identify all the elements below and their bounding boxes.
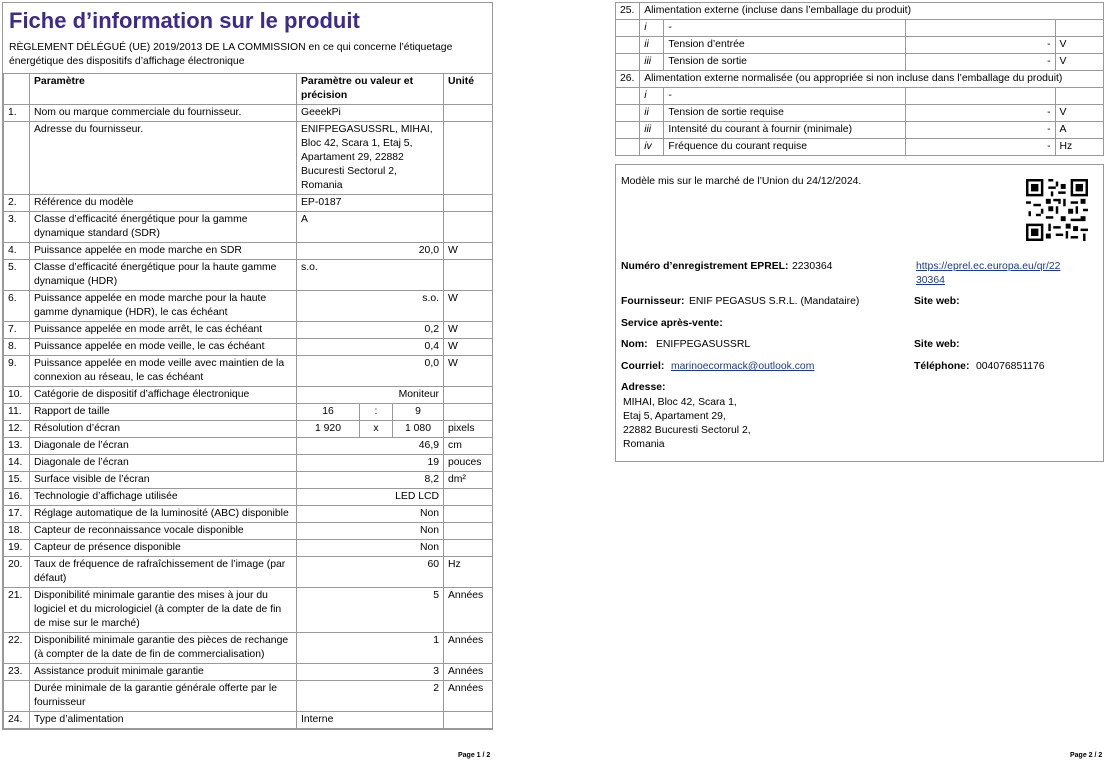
spacer-cell <box>616 139 640 156</box>
row-number: 15. <box>4 472 30 489</box>
row-unit: pouces <box>444 455 493 472</box>
name-value: ENIFPEGASUSSRL <box>656 339 751 350</box>
row-number: 8. <box>4 339 30 356</box>
row-value: A <box>297 212 444 243</box>
row-label: - <box>664 20 906 37</box>
service-label: Service après-vente: <box>621 318 723 329</box>
row-parameter: Résolution d’écran <box>30 421 297 438</box>
row-value: - <box>906 122 1055 139</box>
row-parameter: Durée minimale de la garantie générale offerte par le fournisseur <box>30 681 297 712</box>
section-header-row <box>616 3 1104 20</box>
header-param: Paramètre <box>30 74 297 105</box>
row-value: 2 <box>297 681 444 712</box>
row-unit <box>444 122 493 195</box>
row-unit <box>444 712 493 729</box>
table-row <box>616 37 1104 54</box>
row-unit <box>1055 88 1103 105</box>
eprel-label: Numéro d’enregistrement EPREL: <box>621 261 789 272</box>
page-1-frame <box>2 2 493 730</box>
table-row <box>4 212 493 243</box>
row-number: 23. <box>4 664 30 681</box>
row-unit: Années <box>444 664 493 681</box>
row-unit: Années <box>444 588 493 633</box>
row-unit <box>444 489 493 506</box>
table-row <box>4 356 493 387</box>
row-number: 21. <box>4 588 30 633</box>
row-number: 2. <box>4 195 30 212</box>
split-value-a: 1 920 <box>297 421 360 437</box>
document-title: Fiche d’information sur le produit <box>9 8 360 33</box>
spacer-cell <box>616 37 640 54</box>
row-label: Tension de sortie <box>664 54 906 71</box>
row-value: 0,4 <box>297 339 444 356</box>
row-unit: cm <box>444 438 493 455</box>
row-number: 14. <box>4 455 30 472</box>
row-unit: W <box>444 243 493 260</box>
table-row <box>4 438 493 455</box>
row-unit: W <box>444 322 493 339</box>
row-unit: W <box>444 291 493 322</box>
spacer-cell <box>616 105 640 122</box>
site-web-label-1: Site web: <box>914 296 960 307</box>
row-unit: Années <box>444 633 493 664</box>
row-value: - <box>906 54 1055 71</box>
eprel-link-line-2[interactable]: 30364 <box>916 275 945 286</box>
row-parameter: Capteur de reconnaissance vocale disponible <box>30 523 297 540</box>
row-number: 4. <box>4 243 30 260</box>
row-value: LED LCD <box>297 489 444 506</box>
page-2 <box>615 2 1105 763</box>
market-date: Modèle mis sur le marché de l’Union du 24/12/2024. <box>621 176 862 187</box>
eprel-value: 2230364 <box>792 261 833 272</box>
row-number: 19. <box>4 540 30 557</box>
phone-value: 004076851176 <box>976 361 1045 372</box>
table-row <box>616 105 1104 122</box>
row-parameter: Catégorie de dispositif d’affichage électronique <box>30 387 297 404</box>
row-number: 5. <box>4 260 30 291</box>
row-value: 0,2 <box>297 322 444 339</box>
row-label: Tension d’entrée <box>664 37 906 54</box>
spacer-cell <box>616 20 640 37</box>
row-value: 3 <box>297 664 444 681</box>
row-value: 1 <box>297 633 444 664</box>
row-label: Intensité du courant à fournir (minimale) <box>664 122 906 139</box>
row-unit: W <box>444 339 493 356</box>
table-body <box>4 105 493 729</box>
table-row <box>4 322 493 339</box>
table-row <box>4 664 493 681</box>
table-row <box>4 387 493 404</box>
table-row <box>616 122 1104 139</box>
name-label: Nom: <box>621 339 648 350</box>
eprel-link-line-1[interactable]: https://eprel.ec.europa.eu/qr/22 <box>916 261 1061 272</box>
row-unit <box>444 260 493 291</box>
row-value: 60 <box>297 557 444 588</box>
row-value: Interne <box>297 712 444 729</box>
row-unit: V <box>1055 54 1103 71</box>
roman-index: i <box>640 20 664 37</box>
row-value-split <box>297 421 444 438</box>
header-value: Paramètre ou valeur et précision <box>297 74 444 105</box>
table-row <box>4 339 493 356</box>
roman-index: iii <box>640 54 664 71</box>
row-value: s.o. <box>297 291 444 322</box>
header-unit: Unité <box>444 74 493 105</box>
row-parameter: Taux de fréquence de rafraîchissement de l’image (par défaut) <box>30 557 297 588</box>
power-supply-body <box>616 3 1104 156</box>
row-value: Non <box>297 540 444 557</box>
row-unit <box>444 195 493 212</box>
row-unit: Hz <box>1055 139 1103 156</box>
row-parameter: Nom ou marque commerciale du fournisseur. <box>30 105 297 122</box>
row-parameter: Puissance appelée en mode arrêt, le cas échéant <box>30 322 297 339</box>
row-unit <box>444 540 493 557</box>
regulation-subtitle: RÈGLEMENT DÉLÉGUÉ (UE) 2019/2013 DE LA COMMISSION en ce qui concerne l’étiquetage énergétique des dispositifs d’affichage électronique <box>9 42 453 67</box>
table-row-resolution <box>4 421 493 438</box>
row-number <box>4 681 30 712</box>
split-separator: x <box>360 421 393 437</box>
power-supply-table <box>615 2 1104 156</box>
row-number: 24. <box>4 712 30 729</box>
row-number: 12. <box>4 421 30 438</box>
phone-label: Téléphone: <box>914 361 970 372</box>
row-parameter: Puissance appelée en mode marche pour la haute gamme dynamique (HDR), le cas échéant <box>30 291 297 322</box>
row-parameter: Diagonale de l’écran <box>30 438 297 455</box>
table-row <box>4 557 493 588</box>
row-value: - <box>906 139 1055 156</box>
row-parameter: Référence du modèle <box>30 195 297 212</box>
address-line: Romania <box>623 439 665 450</box>
spacer-cell <box>616 122 640 139</box>
row-value: ENIFPEGASUSSRL, MIHAI, Bloc 42, Scara 1, Etaj 5, Apartament 29, 22882 Bucuresti Sectorul 2, Romania <box>297 122 444 195</box>
row-value-split <box>297 404 444 421</box>
row-parameter: Adresse du fournisseur. <box>30 122 297 195</box>
supplier-info-box <box>615 164 1104 462</box>
row-value: 20,0 <box>297 243 444 260</box>
row-value: s.o. <box>297 260 444 291</box>
row-number: 3. <box>4 212 30 243</box>
row-value: Non <box>297 506 444 523</box>
row-number: 11. <box>4 404 30 421</box>
roman-index: iv <box>640 139 664 156</box>
row-parameter: Classe d’efficacité énergétique pour la gamme dynamique standard (SDR) <box>30 212 297 243</box>
row-value <box>906 20 1055 37</box>
page-number: Page 1 / 2 <box>458 752 491 759</box>
table-row <box>4 506 493 523</box>
row-parameter: Technologie d’affichage utilisée <box>30 489 297 506</box>
row-number: 20. <box>4 557 30 588</box>
row-value: Non <box>297 523 444 540</box>
page-1 <box>2 2 492 763</box>
email-link[interactable]: marinoecormack@outlook.com <box>671 361 815 372</box>
supplier-label: Fournisseur: <box>621 296 685 307</box>
row-parameter: Puissance appelée en mode veille avec maintien de la connexion au réseau, le cas échéant <box>30 356 297 387</box>
row-number: 9. <box>4 356 30 387</box>
row-label: - <box>664 88 906 105</box>
section-number: 26. <box>616 71 640 88</box>
section-number: 25. <box>616 3 640 20</box>
table-row <box>4 122 493 195</box>
row-label: Fréquence du courant requise <box>664 139 906 156</box>
section-title: Alimentation externe normalisée (ou appropriée si non incluse dans l’emballage du produit) <box>640 71 1104 88</box>
row-unit: Hz <box>444 557 493 588</box>
row-parameter: Disponibilité minimale garantie des mises à jour du logiciel et du micrologiciel (à compter de la date de fin de mise sur le marché) <box>30 588 297 633</box>
row-unit <box>1055 20 1103 37</box>
supplier-value: ENIF PEGASUS S.R.L. (Mandataire) <box>689 296 860 307</box>
table-row <box>4 633 493 664</box>
row-value: - <box>906 105 1055 122</box>
row-value: GeeekPi <box>297 105 444 122</box>
row-parameter: Réglage automatique de la luminosité (ABC) disponible <box>30 506 297 523</box>
section-header-row <box>616 71 1104 88</box>
table-row <box>4 291 493 322</box>
row-unit: dm² <box>444 472 493 489</box>
site-web-label-2: Site web: <box>914 339 960 350</box>
qr-code-icon[interactable] <box>1026 179 1088 241</box>
table-row <box>4 260 493 291</box>
row-parameter: Puissance appelée en mode veille, le cas échéant <box>30 339 297 356</box>
table-row <box>4 455 493 472</box>
row-number: 16. <box>4 489 30 506</box>
spacer-cell <box>616 88 640 105</box>
table-row <box>4 681 493 712</box>
row-number <box>4 122 30 195</box>
row-unit <box>444 105 493 122</box>
row-value: 8,2 <box>297 472 444 489</box>
address-line: 22882 Bucuresti Sectorul 2, <box>623 425 751 436</box>
table-row <box>4 712 493 729</box>
page-number: Page 2 / 2 <box>1070 752 1103 759</box>
table-row <box>616 54 1104 71</box>
row-unit: V <box>1055 105 1103 122</box>
roman-index: i <box>640 88 664 105</box>
row-number: 7. <box>4 322 30 339</box>
email-label: Courriel: <box>621 361 665 372</box>
row-parameter: Type d’alimentation <box>30 712 297 729</box>
split-separator: : <box>360 404 393 420</box>
row-unit: W <box>444 356 493 387</box>
table-row <box>4 489 493 506</box>
row-value: 5 <box>297 588 444 633</box>
row-unit: A <box>1055 122 1103 139</box>
table-row <box>616 139 1104 156</box>
address-line: MIHAI, Bloc 42, Scara 1, <box>623 397 737 408</box>
row-unit <box>444 212 493 243</box>
row-parameter: Capteur de présence disponible <box>30 540 297 557</box>
row-parameter: Rapport de taille <box>30 404 297 421</box>
row-number: 1. <box>4 105 30 122</box>
table-header-row <box>4 74 493 105</box>
row-value: - <box>906 37 1055 54</box>
spacer-cell <box>616 54 640 71</box>
row-number: 13. <box>4 438 30 455</box>
row-number: 6. <box>4 291 30 322</box>
address-line: Etaj 5, Apartament 29, <box>623 411 726 422</box>
row-unit: pixels <box>444 421 493 438</box>
row-number: 18. <box>4 523 30 540</box>
row-value: 19 <box>297 455 444 472</box>
split-value-a: 16 <box>297 404 360 420</box>
row-unit <box>444 506 493 523</box>
roman-index: iii <box>640 122 664 139</box>
row-parameter: Assistance produit minimale garantie <box>30 664 297 681</box>
roman-index: ii <box>640 37 664 54</box>
row-parameter: Disponibilité minimale garantie des pièces de rechange (à compter de la date de fin de commercialisation) <box>30 633 297 664</box>
row-parameter: Surface visible de l’écran <box>30 472 297 489</box>
row-number: 22. <box>4 633 30 664</box>
row-parameter: Diagonale de l’écran <box>30 455 297 472</box>
row-parameter: Puissance appelée en mode marche en SDR <box>30 243 297 260</box>
product-info-table <box>3 73 493 729</box>
row-unit <box>444 387 493 404</box>
table-row <box>4 540 493 557</box>
roman-index: ii <box>640 105 664 122</box>
table-row-aspect-ratio <box>4 404 493 421</box>
split-value-b: 9 <box>415 406 421 417</box>
row-unit: Années <box>444 681 493 712</box>
row-unit <box>444 523 493 540</box>
row-value: 46,9 <box>297 438 444 455</box>
row-value: EP-0187 <box>297 195 444 212</box>
row-label: Tension de sortie requise <box>664 105 906 122</box>
table-row <box>4 472 493 489</box>
split-value-b: 1 080 <box>404 423 431 434</box>
row-unit: V <box>1055 37 1103 54</box>
address-label: Adresse: <box>621 382 666 393</box>
row-value: Moniteur <box>297 387 444 404</box>
row-number: 17. <box>4 506 30 523</box>
row-unit <box>444 404 493 421</box>
table-row <box>616 20 1104 37</box>
table-row <box>4 195 493 212</box>
table-row <box>4 588 493 633</box>
row-number: 10. <box>4 387 30 404</box>
table-row <box>4 243 493 260</box>
row-value: 0,0 <box>297 356 444 387</box>
table-row <box>616 88 1104 105</box>
section-title: Alimentation externe (incluse dans l’emballage du produit) <box>640 3 1104 20</box>
table-row <box>4 105 493 122</box>
row-parameter: Classe d’efficacité énergétique pour la haute gamme dynamique (HDR) <box>30 260 297 291</box>
table-row <box>4 523 493 540</box>
row-value <box>906 88 1055 105</box>
